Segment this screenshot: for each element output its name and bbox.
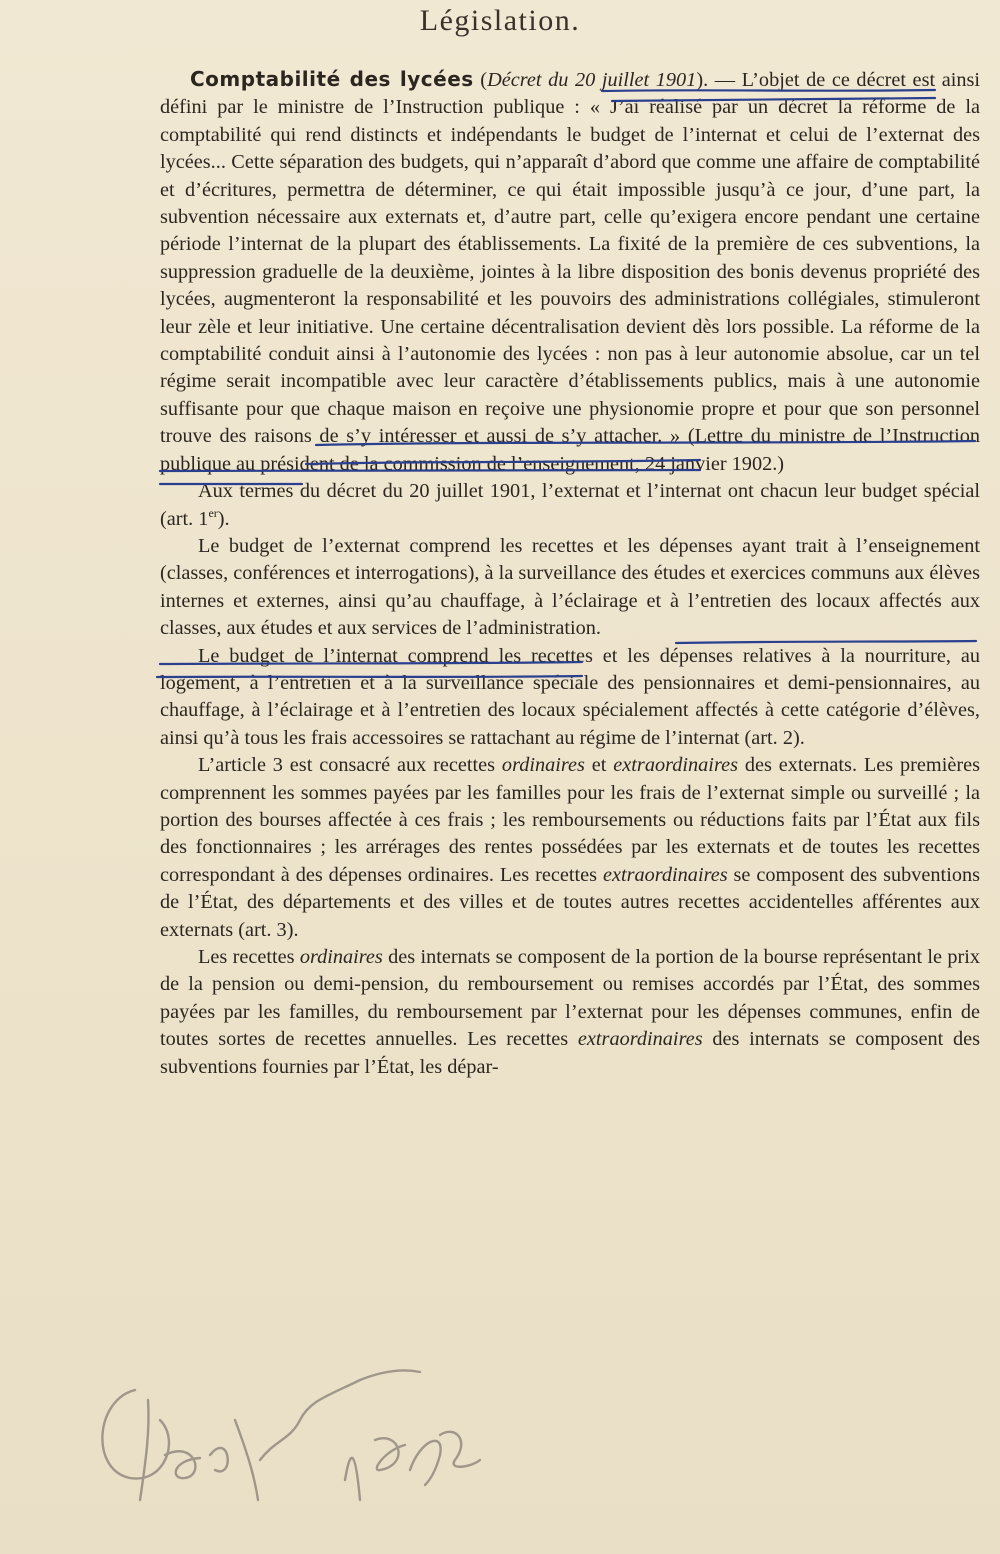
paragraph-5: L’article 3 est consacré aux recettes ordinaires et extraordinaires des externats. Les premières comprennent les sommes payées par les familles pour les frais de l’externat simple ou surveillé ; la portion des bourses affectée à ces frais ; les remboursements ou réductions faits par l’État aux fils des fonctionnaires ; les arrérages des rentes possédées par les externats et de toutes les recettes correspondant à des dépenses ordinaires. Les recettes extraordinaires se composent des subventions de l’État, des départements et des villes et de toutes autres recettes accidentelles afférentes aux externats (art. 3). xyxy=(160,754,980,941)
article-heading: Comptabilité des lycées (Décret du 20 juillet 1901). — xyxy=(190,67,736,91)
paragraph-2: Aux termes du décret du 20 juillet 1901, l’externat et l’internat ont chacun leur budget spécial (art. 1er). xyxy=(160,480,980,530)
heading-decree-ref: Décret du 20 juillet 1901 xyxy=(487,69,697,91)
page-title: Législation. xyxy=(419,4,581,37)
paragraph-6: Les recettes ordinaires des internats se composent de la portion de la bourse représentant le prix de la pension ou demi-pension, du remboursement ou remises accordés par l’État, des sommes payées par les familles, du remboursement par l’externat pour les dépenses communes, enfin de toutes sortes de recettes annuelles. Les recettes extraordinaires des internats se composent des subventions fournies par l’État, les dépar- xyxy=(160,946,981,1078)
paragraph-3: Le budget de l’externat comprend les recettes et les dépenses ayant trait à l’enseignement (classes, conférences et interrogations), à la surveillance des études et exercices communs aux élèves internes et externes, ainsi qu’au chauffage, à l’éclairage et à l’entretien des locaux affectés aux classes, aux études et aux services de l’administration. xyxy=(160,534,980,640)
article-body xyxy=(160,66,980,1081)
paragraph-4: Le budget de l’internat comprend les recettes et les dépenses relatives à la nourriture, au logement, à l’entretien et à la surveillance spéciale des pensionnaires et demi-pensionnaires, au chauffage, à l’éclairage et à l’entretien des locaux spécialement affectés à cette catégorie d’élèves, ainsi qu’à tous les frais accessoires se rattachant au régime de l’internat (art. 2). xyxy=(160,644,980,749)
paragraph-1 xyxy=(160,66,980,478)
paragraph-1-text: L’objet de ce décret est ainsi défini par le ministre de l’Instruction publique : « J’ai réalisé par un décret la réforme de la comptabilité qui rend distincts et indépendants le budget de l’internat et celui de l’externat des lycées... Cette séparation des budgets, qui n’apparaît d’abord que comme une affaire de comptabilité et d’écritures, permettra de déterminer, ce qui était impossible jusqu’à ce jour, d’une part, la subvention nécessaire aux externats et, d’autre part, celle qu’exigera encore pendant une certaine période l’internat de la plupart des établissements. La fixité de la première de ces subventions, la suppression graduelle de la deuxième, jointes à la libre disposition des bonis devenus propriété des lycées, augmenteront la responsabilité et les pouvoirs des administrations collégiales, stimuleront leur zèle et leur initiative. Une certaine décentralisation devient dès lors possible. La réforme de la comptabilité conduit ainsi à l’autonomie des lycées : non pas à leur autonomie absolue, car un tel régime serait incompatible avec leur caractère d’établissements publics, mais à une autonomie suffisante pour que chaque maison en reçoive une physionomie propre et pour que son personnel trouve des raisons de s’y intéresser et aussi de s’y attacher. » (Lettre du ministre de l’Instruction publique au président de la commission de l’enseignement, 24 janvier 1902.) xyxy=(160,69,980,475)
